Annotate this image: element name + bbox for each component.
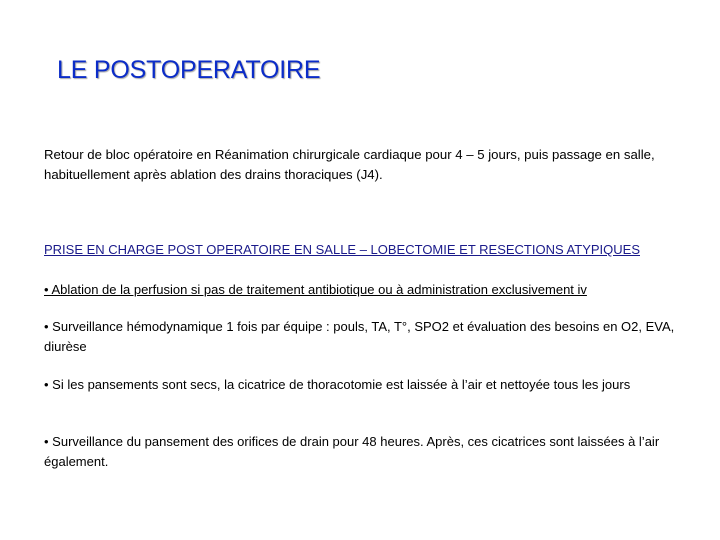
bullet-perfusion: • Ablation de la perfusion si pas de traitement antibiotique ou à administration exclusivement iv [44, 282, 587, 297]
slide-title: LE POSTOPERATOIRE [57, 56, 321, 84]
bullet-orifices-drain: • Surveillance du pansement des orifices de drain pour 48 heures. Après, ces cicatrices sont laissées à l’air également. [44, 434, 660, 469]
bullet-surveillance-hemodynamique: • Surveillance hémodynamique 1 fois par équipe : pouls, TA, T°, SPO2 et évaluation des besoins en O2, EVA, diurèse [44, 319, 675, 354]
intro-paragraph: Retour de bloc opératoire en Réanimation chirurgicale cardiaque pour 4 – 5 jours, puis passage en salle, habituellement après ablation des drains thoraciques (J4). [44, 147, 655, 182]
bullet-pansements: • Si les pansements sont secs, la cicatrice de thoracotomie est laissée à l’air et nettoyée tous les jours [44, 377, 631, 392]
section-heading: PRISE EN CHARGE POST OPERATOIRE EN SALLE – LOBECTOMIE ET RESECTIONS ATYPIQUES [44, 242, 640, 257]
